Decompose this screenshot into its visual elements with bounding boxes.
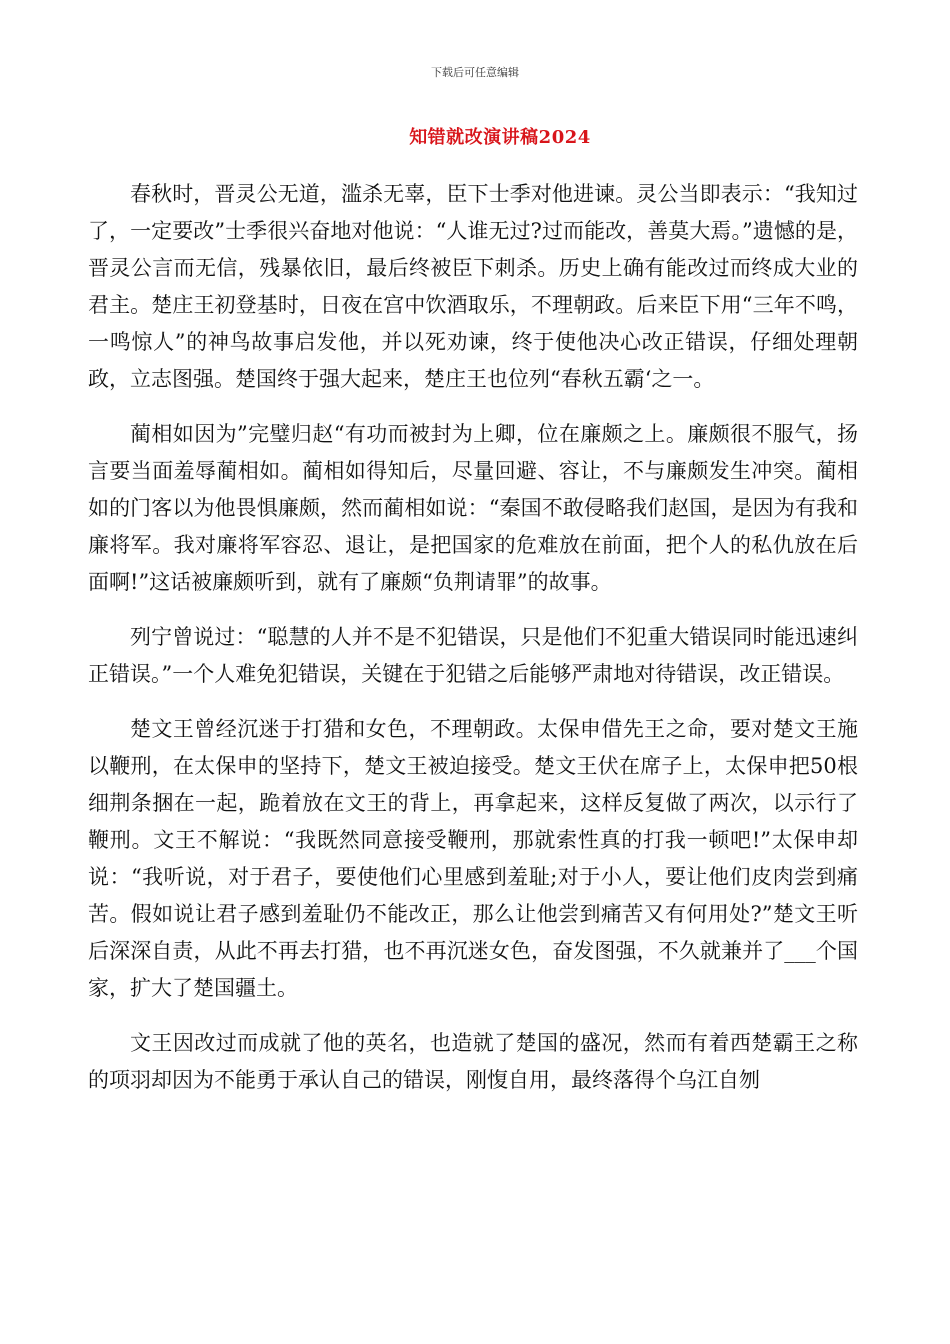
paragraph-2: 蔺相如因为”完璧归赵“有功而被封为上卿，位在廉颇之上。廉颇很不服气，扬言要当面羞辱蔺相如。蔺相如得知后，尽量回避、容让，不与廉颇发生冲突。蔺相如的门客以为他畏惧廉颇，然而蔺相如说：“秦国不敢侵略我们赵国，是因为有我和廉将军。我对廉将军容忍、退让，是把国家的危难放在前面，把个人的私仇放在后面啊!”这话被廉颇听到，就有了廉颇“负荆请罪”的故事。 xyxy=(88,422,858,594)
document-body xyxy=(88,176,858,1117)
paragraph-5: 文王因改过而成就了他的英名，也造就了楚国的盛况，然而有着西楚霸王之称的项羽却因为不能勇于承认自己的错误，刚愎自用，最终落得个乌江自刎 xyxy=(88,1031,858,1092)
header-note: 下载后可任意编辑 xyxy=(431,66,519,79)
paragraph-1: 春秋时，晋灵公无道，滥杀无辜，臣下士季对他进谏。灵公当即表示：“我知过了，一定要改”士季很兴奋地对他说：“人谁无过?过而能改，善莫大焉。”遗憾的是，晋灵公言而无信，残暴依旧，最后终被臣下刺杀。历史上确有能改过而终成大业的君主。楚庄王初登基时，日夜在宫中饮酒取乐，不理朝政。后来臣下用“三年不鸣，一鸣惊人”的神鸟故事启发他，并以死劝谏，终于使他决心改正错误，仔细处理朝政，立志图强。楚国终于强大起来，楚庄王也位列“春秋五霸‘之一。 xyxy=(88,182,858,391)
paragraph-4: 楚文王曾经沉迷于打猎和女色，不理朝政。太保申借先王之命，要对楚文王施以鞭刑，在太保申的坚持下，楚文王被迫接受。楚文王伏在席子上，太保申把50根细荆条捆在一起，跪着放在文王的背上，再拿起来，这样反复做了两次，以示行了鞭刑。文王不解说：“我既然同意接受鞭刑，那就索性真的打我一顿吧!”太保申却说：“我听说，对于君子，要使他们心里感到羞耻;对于小人，要让他们皮肉尝到痛苦。假如说让君子感到羞耻仍不能改正，那么让他尝到痛苦又有何用处?”楚文王听后深深自责，从此不再去打猎，也不再沉迷女色，奋发图强，不久就兼并了___个国家，扩大了楚国疆土。 xyxy=(88,717,858,1000)
paragraph-3: 列宁曾说过：“聪慧的人并不是不犯错误，只是他们不犯重大错误同时能迅速纠正错误。”一个人难免犯错误，关键在于犯错之后能够严肃地对待错误，改正错误。 xyxy=(88,625,858,686)
document-title: 知错就改演讲稿2024 xyxy=(409,127,591,148)
